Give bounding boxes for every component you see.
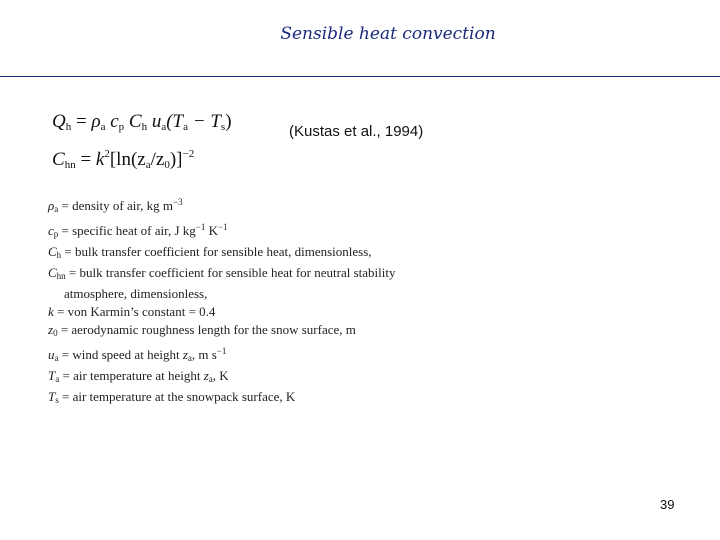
sensible-heat-equation: $Q_h = \rho_a$ $c_p$ $C_h$ $u_a(T_a - T_s)$ <box>52 111 232 133</box>
definition-rho-a: $\rho_a$ = density of air, kg $m^{-3}$ <box>48 197 183 214</box>
definition-ts: $T_s$ = air temperature at the snowpack surface, K <box>48 389 296 405</box>
definition-k: k = von Karmin’s constant = 0.4 <box>48 304 216 319</box>
definition-z0: $z_0$ = aerodynamic roughness length for the snow surface, m <box>48 322 356 338</box>
title-divider <box>0 76 720 77</box>
definition-ta: $T_a$ = air temperature at height $z_a$, K <box>48 368 229 384</box>
page-number: 39 <box>660 497 675 512</box>
citation: (Kustas et al., 1994) <box>289 123 424 140</box>
definitions-list <box>48 193 468 409</box>
definition-chn-continued: atmosphere, dimensionless, <box>64 286 208 301</box>
definition-cp: $c_p$ = specific heat of air, J $kg^{-1}$ $K^{-1}$ <box>48 222 228 239</box>
slide-title: Sensible heat convection <box>280 24 496 44</box>
definition-ua: $u_a$ = wind speed at height $z_a$, m $s^{-1}$ <box>48 346 227 363</box>
equation-block <box>52 108 232 179</box>
neutral-transfer-equation: $C_{hn} = k^2[\ln(z_a/z_0)]^{-2}$ <box>52 148 195 171</box>
definition-ch: $C_h$ = bulk transfer coefficient for sensible heat, dimensionless, <box>48 244 372 260</box>
definition-chn: $C_{hn}$ = bulk transfer coefficient for sensible heat for neutral stability <box>48 265 396 281</box>
